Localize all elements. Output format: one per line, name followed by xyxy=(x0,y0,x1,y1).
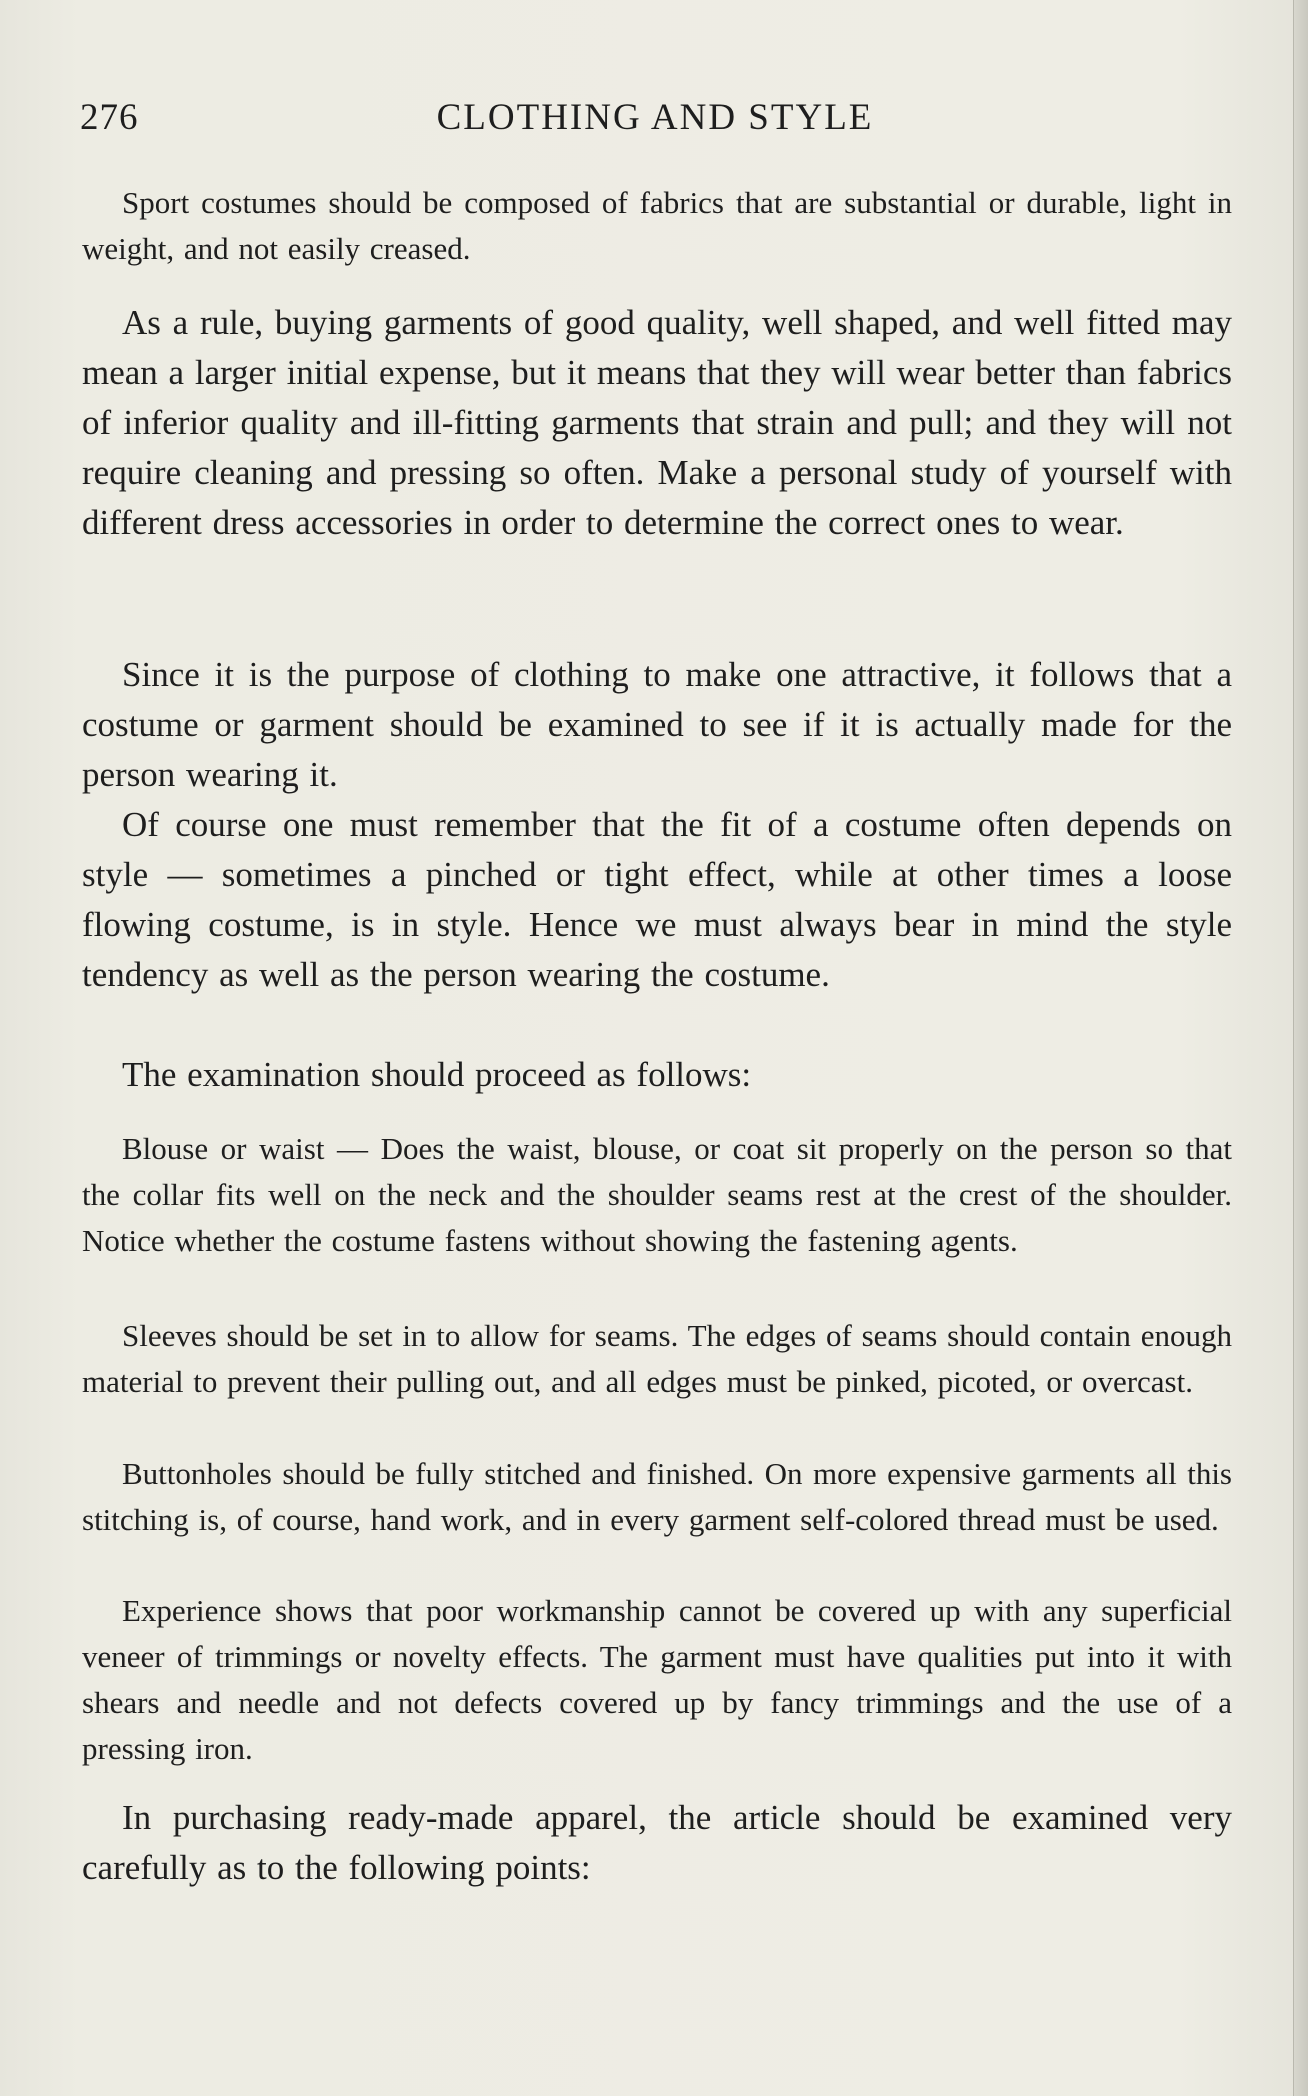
book-title: CLOTHING AND STYLE xyxy=(436,97,874,138)
paragraph-examination-intro: The examination should proceed as follows: xyxy=(122,1055,752,1094)
page-number: 276 xyxy=(80,97,139,138)
paragraph-purpose-of-clothing: Since it is the purpose of clothing to make one attractive, it follows that a costume or garment should be examined to see if it is actually made for the person wearing it. xyxy=(82,655,1232,794)
page-edge xyxy=(1293,0,1308,2096)
paragraph-ready-made-apparel: In purchasing ready-made apparel, the article should be examined very carefully as to the following points: xyxy=(82,1798,1232,1887)
paragraph-buttonholes: Buttonholes should be fully stitched and finished. On more expensive garments all this stitching is, of course, hand work, and in every garment self-colored thread must be used. xyxy=(82,1456,1232,1537)
paragraph-workmanship: Experience shows that poor workmanship cannot be covered up with any superficial veneer of trimmings or novelty effects. The garment must have qualities put into it with shears and needle and not defects covered up by fancy trimmings and the use of a pressing iron. xyxy=(82,1593,1232,1766)
paragraph-blouse-or-waist: Blouse or waist — Does the waist, blouse, or coat sit properly on the person so that the collar fits well on the neck and the shoulder seams rest at the crest of the shoulder. Notice whether the costume fastens without showing the fastening agents. xyxy=(82,1131,1232,1258)
paragraph-buying-quality: As a rule, buying garments of good quality, well shaped, and well fitted may mean a larger initial expense, but it means that they will wear better than fabrics of inferior quality and ill-fitting garments that strain and pull; and they will not require cleaning and pressing so often. Make a personal study of yourself with different dress accessories in order to determine the correct ones to wear. xyxy=(82,303,1232,542)
running-head xyxy=(80,96,1230,156)
paragraph-sleeves: Sleeves should be set in to allow for seams. The edges of seams should contain enough material to prevent their pulling out, and all edges must be pinked, picoted, or overcast. xyxy=(82,1318,1232,1399)
paragraph-sport-costumes: Sport costumes should be composed of fabrics that are substantial or durable, light in weight, and not easily creased. xyxy=(82,185,1232,266)
paragraph-fit-and-style: Of course one must remember that the fit of a costume often depends on style — sometimes a pinched or tight effect, while at other times a loose flowing costume, is in style. Hence we must always bear in mind the style tendency as well as the person wearing the costume. xyxy=(82,805,1232,994)
